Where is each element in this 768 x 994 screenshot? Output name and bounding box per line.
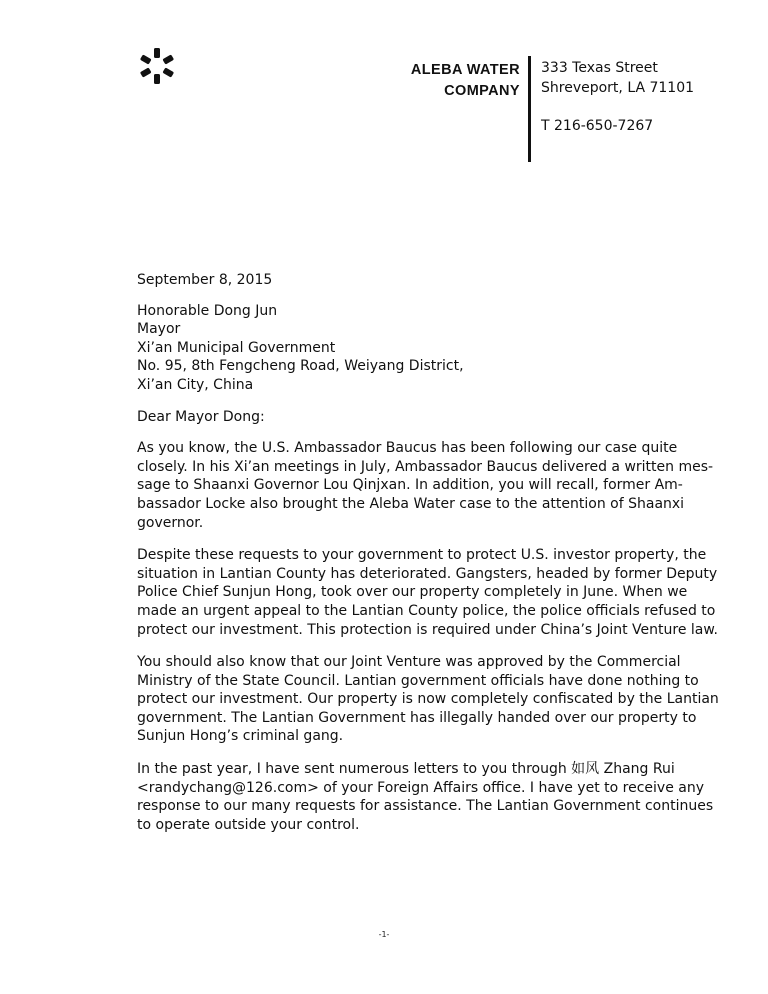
- address-city: Shreveport, LA 71101: [541, 80, 695, 96]
- salutation: Dear Mayor Dong:: [137, 408, 265, 425]
- paragraph-line: As you know, the U.S. Ambassador Baucus has been following our case quite: [137, 440, 678, 457]
- body-paragraph: [137, 653, 719, 746]
- letter-date: September 8, 2015: [137, 272, 273, 288]
- paragraph-line: governor.: [137, 514, 204, 531]
- company-name: [411, 60, 520, 102]
- paragraph-line: You should also know that our Joint Venture was approved by the Commercial: [137, 654, 681, 671]
- recipient-line: Mayor: [137, 321, 181, 338]
- paragraph-line: <randychang@126.com> of your Foreign Affairs office. I have yet to receive any: [137, 779, 704, 796]
- page-number: -1-: [378, 930, 390, 939]
- body-paragraph: [137, 546, 718, 639]
- paragraph-line: protect our investment. This protection is required under China’s Joint Venture law.: [137, 621, 718, 638]
- recipient-block: [137, 302, 697, 395]
- paragraph-line: sage to Shaanxi Governor Lou Qinjxan. In addition, you will recall, former Am-: [137, 477, 683, 494]
- paragraph-line: situation in Lantian County has deteriorated. Gangsters, headed by former Deputy: [137, 565, 718, 582]
- paragraph-line: Despite these requests to your government to protect U.S. investor property, the: [137, 547, 707, 564]
- body-paragraph: [137, 760, 714, 834]
- paragraph-line: government. The Lantian Government has illegally handed over our property to: [137, 709, 697, 726]
- paragraph-line: protect our investment. Our property is now completely confiscated by the Lantian: [137, 691, 719, 708]
- paragraph-line: In the past year, I have sent numerous letters to you through 如风 Zhang Rui: [137, 761, 675, 778]
- paragraph-line: response to our many requests for assistance. The Lantian Government continues: [137, 798, 714, 815]
- paragraph-line: closely. In his Xi’an meetings in July, Ambassador Baucus delivered a written mes-: [137, 458, 714, 475]
- paragraph-line: Sunjun Hong’s criminal gang.: [137, 728, 344, 745]
- paragraph-line: bassador Locke also brought the Aleba Water case to the attention of Shaanxi: [137, 495, 685, 512]
- paragraph-line: Police Chief Sunjun Hong, took over our property completely in June. When we: [137, 584, 688, 601]
- recipient-line: Xi’an City, China: [137, 376, 254, 393]
- address-street: 333 Texas Street: [541, 60, 658, 76]
- recipient-line: Xi’an Municipal Government: [137, 339, 336, 356]
- phone-number: T 216-650-7267: [541, 118, 654, 134]
- recipient-line: No. 95, 8th Fengcheng Road, Weiyang District,: [137, 358, 464, 375]
- asterisk-logo-icon: [137, 46, 177, 86]
- paragraph-line: made an urgent appeal to the Lantian County police, the police officials refused to: [137, 602, 716, 619]
- letterhead-divider: [528, 56, 531, 162]
- paragraph-line: Ministry of the State Council. Lantian government officials have done nothing to: [137, 672, 699, 689]
- paragraph-line: to operate outside your control.: [137, 816, 360, 833]
- company-name-line1: ALEBA WATER: [410, 62, 520, 78]
- body-paragraph: [137, 439, 714, 532]
- company-address: [541, 58, 694, 136]
- letter-body: [137, 271, 719, 848]
- recipient-line: Honorable Dong Jun: [137, 302, 278, 319]
- company-name-line2: COMPANY: [444, 83, 520, 99]
